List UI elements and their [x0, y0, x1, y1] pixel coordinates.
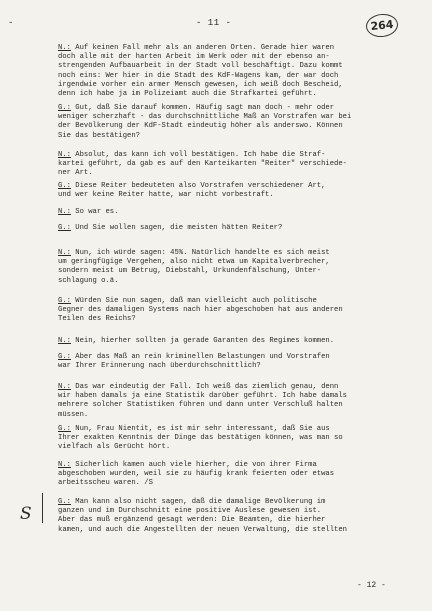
- paragraph-text: Man kann also nicht sagen, daß die damalige Bevölkerung im ganzen und im Durchschnitt eine positive Auslese gewesen ist. Aber das muß ergänzend gesagt werden: Die Beamten, die hierher kamen, und auch die Angestellten der neuen Verwaltung, die stellten: [58, 498, 347, 534]
- paragraph-text: Das war eindeutig der Fall. Ich weiß das ziemlich genau, denn wir haben damals ja eine Statistik darüber geführt. Ich habe damals mehrere solcher Statistiken führen und dann unter Verschluß halten müssen.: [58, 383, 347, 419]
- paragraph-text: Absolut, das kann ich voll bestätigen. Ich habe die Straf- kartei geführt, da gab es auf den Karteikarten "Reiter" verschiede- ner Art.: [58, 151, 347, 178]
- archive-stamp: 264: [365, 12, 399, 38]
- paragraph-text: Nun, ich würde sagen: 45%. Natürlich handelte es sich meist um geringfügige Vergehen, also nicht etwa um Kapitalverbrecher, sondern meist um Betrug, Diebstahl, Urkundenfälschung, Unter- schlagung o.ä.: [58, 249, 330, 285]
- speaker-label: G.:: [58, 353, 71, 361]
- speaker-label: N.:: [58, 337, 71, 345]
- transcript-paragraph: [58, 337, 398, 346]
- paragraph-text: Auf keinen Fall mehr als an anderen Orten. Gerade hier waren doch alle mit der harten Arbeit im Werk oder mit der ebenso an- strengenden Aufbauarbeit in der Stadt voll beschäftigt. Dazu kommt noch eins: Wer hier in die Stadt des KdF-Wagens kam, der war doch irgendwie vorher ein armer Mensch gewesen, ich weiß doch Bescheid, denn ich habe ja im Polizeiamt auch die Strafkartei geführt.: [58, 44, 343, 99]
- speaker-label: G.:: [58, 182, 71, 190]
- page-number: - 11 -: [196, 18, 232, 28]
- speaker-label: N.:: [58, 44, 71, 52]
- paragraph-text: Gut, daß Sie darauf kommen. Häufig sagt man doch - mehr oder weniger scherzhaft - das durchschnittliche Maß an Vorstrafen war bei der Bevölkerung der KdF-Stadt eindeutig höher als anderswo. Können Sie das bestätigen?: [58, 104, 352, 140]
- paragraph-text: Würden Sie nun sagen, daß man vielleicht auch politische Gegner des damaligen Systems nach hier abgeschoben hat aus anderen Teilen des Reichs?: [58, 297, 343, 324]
- transcript-paragraph: [58, 104, 398, 141]
- paragraph-text: Sicherlich kamen auch viele hierher, die von ihrer Firma abgeschoben wurden, weil sie zu häufig krank feierten oder etwas arbeitsscheu waren. /S: [58, 461, 335, 488]
- speaker-label: G.:: [58, 498, 71, 506]
- transcript-paragraph: [58, 498, 398, 535]
- top-left-mark: -: [8, 18, 14, 28]
- transcript-paragraph: [58, 249, 398, 286]
- speaker-label: N.:: [58, 151, 71, 159]
- speaker-label: G.:: [58, 425, 71, 433]
- speaker-label: G.:: [58, 297, 71, 305]
- transcript-paragraph: [58, 297, 398, 325]
- margin-mark: S: [20, 504, 32, 524]
- transcript-paragraph: [58, 353, 398, 371]
- speaker-label: N.:: [58, 383, 71, 391]
- transcript-paragraph: [58, 461, 398, 489]
- speaker-label: N.:: [58, 249, 71, 257]
- margin-line: [42, 493, 43, 523]
- paragraph-text: Nun, Frau Nientit, es ist mir sehr interessant, daß Sie aus Ihrer exakten Kenntnis der Dinge das bestätigen können, was man so vielfach als Gerücht hört.: [58, 425, 343, 452]
- transcript-paragraph: [58, 383, 398, 420]
- speaker-label: G.:: [58, 224, 71, 232]
- paragraph-text: So war es.: [70, 208, 119, 216]
- transcript-paragraph: [58, 224, 398, 233]
- transcript-paragraph: [58, 425, 398, 453]
- paragraph-text: Diese Reiter bedeuteten also Vorstrafen verschiedener Art, und wer keine Reiter hatte, war nicht vorbestraft.: [58, 182, 326, 200]
- transcript-paragraph: [58, 208, 398, 217]
- transcript-paragraph: [58, 182, 398, 200]
- speaker-label: N.:: [58, 461, 71, 469]
- speaker-label: N.:: [58, 208, 71, 216]
- speaker-label: G.:: [58, 104, 71, 112]
- paragraph-text: Nein, hierher sollten ja gerade Garanten des Regimes kommen.: [70, 337, 335, 345]
- paragraph-text: Und Sie wollen sagen, die meisten hätten Reiter?: [70, 224, 283, 232]
- next-page-number: - 12 -: [357, 581, 386, 590]
- paragraph-text: Aber das Maß an rein kriminellen Belastungen und Vorstrafen war Ihrer Erinnerung nach überdurchschnittlich?: [58, 353, 330, 371]
- transcript-paragraph: [58, 44, 398, 99]
- transcript-paragraph: [58, 151, 398, 179]
